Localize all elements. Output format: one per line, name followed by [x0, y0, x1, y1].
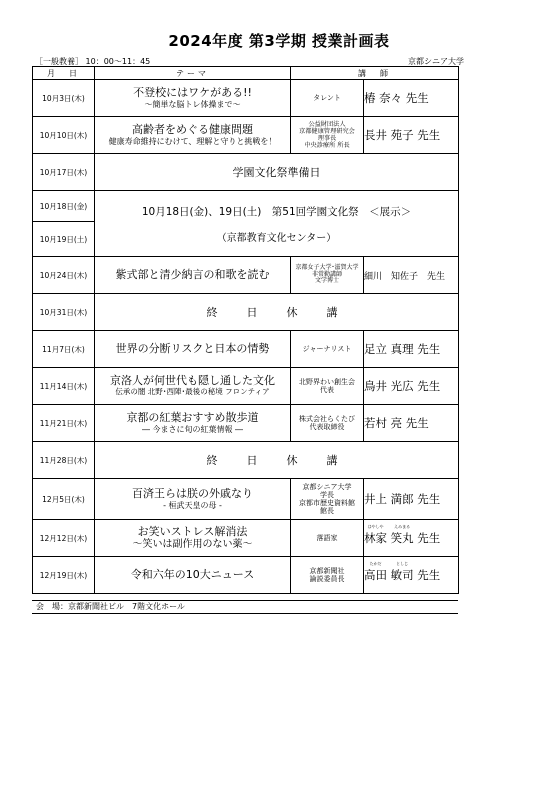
row-theme: [95, 331, 291, 368]
row-theme: [95, 479, 291, 520]
table-row: [33, 479, 459, 520]
table-row: [33, 117, 459, 154]
lecturer-affiliation: 京都シニア大学 学長 京都市歴史資料館 館長: [291, 479, 364, 520]
lecturer-affiliation: 株式会社らくたび 代表取締役: [291, 405, 364, 442]
lecturer-affiliation: 公益財団法人 京都健康管理研究会 理事長 中央診療所 所長: [291, 117, 364, 154]
col-theme: テーマ: [95, 67, 291, 80]
lecturer-affiliation: タレント: [291, 80, 364, 117]
lecturer-name: 細川 知佐子 先生: [364, 257, 459, 294]
table-row: [33, 520, 459, 557]
schedule-table: [32, 66, 459, 594]
theme-title: 紫式部と清少納言の和歌を読む: [115, 267, 270, 281]
theme-title: 10月18日(金)、19日(土) 第51回学園文化祭 ＜展示＞: [141, 205, 412, 218]
name-given: としじ 敏司: [390, 561, 414, 582]
theme-subtitle: ― 今まさに旬の紅葉情報 ―: [141, 424, 244, 434]
header-row: [33, 67, 459, 80]
row-date: 11月7日(木): [33, 331, 95, 368]
theme-subtitle: 健康寿命維持にむけて、理解と守りと挑戦を！: [108, 136, 277, 146]
row-date: 12月19日(木): [33, 557, 95, 594]
col-lecturer: 講 師: [291, 67, 459, 80]
lecturer-affiliation: 落語家: [291, 520, 364, 557]
theme-title: 百済王らは朕の外戚なり: [132, 487, 253, 501]
lecturer-name: 足立 真理 先生: [364, 331, 459, 368]
honorific: 先生: [413, 568, 441, 582]
lecturer-affiliation: ジャーナリスト: [291, 331, 364, 368]
lecturer-affiliation: 京都新聞社 論説委員長: [291, 557, 364, 594]
row-date: 10月3日(木): [33, 80, 95, 117]
lecturer-name: [364, 557, 459, 594]
theme-subtitle: （京都教育文化センター）: [216, 232, 337, 244]
lecturer-name: 鳥井 光広 先生: [364, 368, 459, 405]
furigana: たかだ: [369, 561, 382, 566]
furigana: としじ: [396, 561, 409, 566]
lecturer-name: 長井 苑子 先生: [364, 117, 459, 154]
theme-title: 高齢者をめぐる健康問題: [132, 123, 253, 137]
venue-note: [32, 600, 458, 614]
table-row: [33, 405, 459, 442]
col-date: 月 日: [33, 67, 95, 80]
row-theme: [95, 405, 291, 442]
row-theme: [95, 257, 291, 294]
row-date: 12月5日(木): [33, 479, 95, 520]
theme-subtitle: ～笑いは副作用のない薬～: [132, 538, 253, 550]
row-theme: [95, 368, 291, 405]
row-date: 12月12日(木): [33, 520, 95, 557]
table-row: [33, 191, 459, 222]
table-row: [33, 257, 459, 294]
university-name: 京都シニア大学: [408, 57, 464, 66]
row-theme: [95, 80, 291, 117]
row-date: 10月19日(土): [33, 222, 95, 257]
row-date: 11月14日(木): [33, 368, 95, 405]
name-given: えみまる 笑丸: [390, 524, 414, 545]
table-row: [33, 294, 459, 331]
lecturer-affiliation: 北野界わい創生会 代表: [291, 368, 364, 405]
theme-title: 不登校にはワケがある!!: [133, 86, 252, 100]
table-row: [33, 368, 459, 405]
row-theme: [95, 191, 459, 257]
row-date: 10月18日(金): [33, 191, 95, 222]
table-row: [33, 80, 459, 117]
lecturer-name: 椿 奈々 先生: [364, 80, 459, 117]
row-date: 10月31日(木): [33, 294, 95, 331]
lecturer-name: [364, 520, 459, 557]
lecturer-name: 井上 満郎 先生: [364, 479, 459, 520]
row-theme: [95, 520, 291, 557]
row-theme: 終 日 休 講: [95, 294, 459, 331]
lecturer-affiliation: 京都女子大学･滋賀大学 非常勤講師 文学博士: [291, 257, 364, 294]
theme-title: 世界の分断リスクと日本の情勢: [115, 341, 270, 355]
table-row: [33, 331, 459, 368]
theme-title: 令和六年の10大ニュース: [130, 567, 255, 581]
row-date: 10月24日(木): [33, 257, 95, 294]
row-theme: 学園文化祭準備日: [95, 154, 459, 191]
row-date: 11月28日(木): [33, 442, 95, 479]
honorific: 先生: [413, 531, 441, 545]
furigana: はやしや: [367, 524, 384, 529]
furigana: えみまる: [394, 524, 411, 529]
table-row: [33, 154, 459, 191]
row-theme: 終 日 休 講: [95, 442, 459, 479]
course-time: ［一般教養］ 10：00～11：45: [35, 57, 151, 66]
row-date: 11月21日(木): [33, 405, 95, 442]
table-row: [33, 557, 459, 594]
venue-text: 会 場：京都新聞社ビル 7階文化ホール: [36, 602, 185, 611]
row-date: 10月17日(木): [33, 154, 95, 191]
theme-title: 京都の紅葉おすすめ散歩道: [126, 411, 259, 425]
theme-title: 京洛人が何世代も隠し通した文化: [110, 374, 275, 388]
row-date: 10月10日(木): [33, 117, 95, 154]
lecturer-name: 若村 亮 先生: [364, 405, 459, 442]
theme-subtitle: 伝承の闇 北野･西陣･最後の秘境 フロンティア: [115, 387, 270, 396]
row-theme: [95, 117, 291, 154]
row-theme: [95, 557, 291, 594]
table-row: [33, 442, 459, 479]
theme-subtitle: ～簡単な脳トレ体操まで～: [144, 99, 241, 109]
page-title: 2024年度 第3学期 授業計画表: [168, 32, 390, 50]
theme-subtitle: - 桓武天皇の母 -: [163, 500, 222, 510]
theme-title: お笑いストレス解消法: [137, 524, 248, 538]
name-family: たかだ 高田: [364, 561, 387, 582]
name-family: はやしや 林家: [364, 524, 387, 545]
